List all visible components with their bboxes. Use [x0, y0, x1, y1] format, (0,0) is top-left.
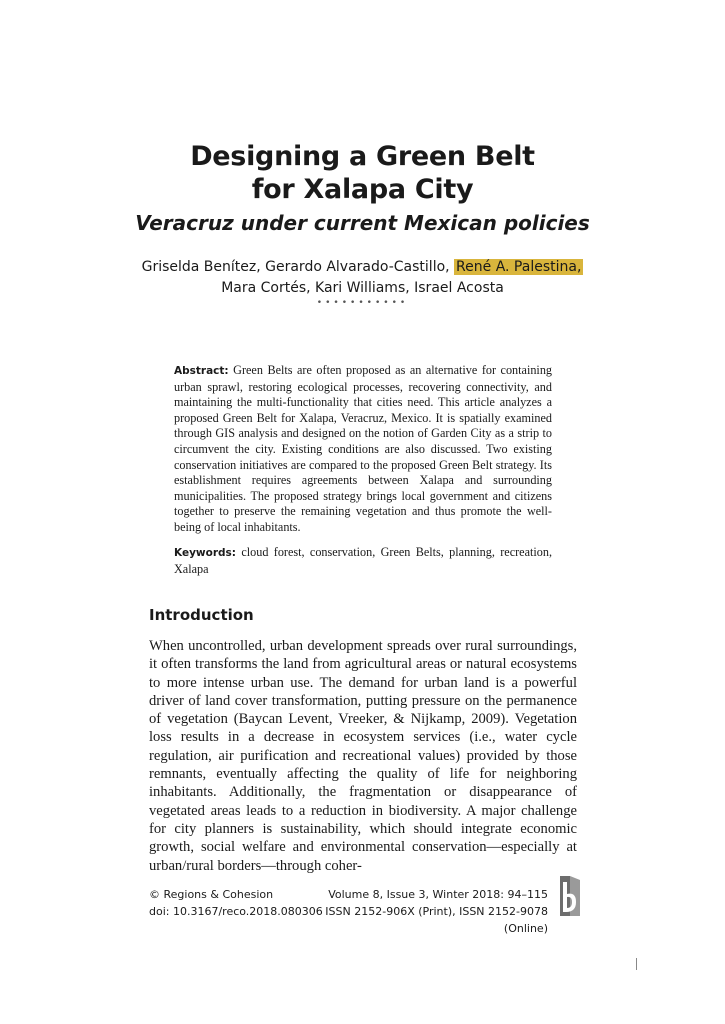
title-line-2: for Xalapa City [251, 174, 474, 205]
keywords [174, 545, 552, 577]
abstract-label: Abstract: [174, 365, 229, 377]
introduction-heading: Introduction [149, 606, 254, 624]
author-line-1 [0, 257, 725, 278]
title-line-1: Designing a Green Belt [190, 141, 535, 172]
footer-doi: doi: 10.3167/reco.2018.080306 [149, 905, 323, 918]
keywords-text: cloud forest, conservation, Green Belts, planning, recreation, Xalapa [174, 545, 552, 576]
page-marker [636, 958, 637, 970]
footer-left [149, 886, 323, 920]
keywords-label: Keywords: [174, 547, 236, 559]
author-line-2: Mara Cortés, Kari Williams, Israel Acosta [221, 280, 504, 296]
author-list [0, 257, 725, 299]
article-subtitle: Veracruz under current Mexican policies [135, 211, 590, 235]
abstract-text: Green Belts are often proposed as an alternative for containing urban sprawl, restoring ecological processes, recovering connectivity, and maintaining the multi-functionality that cities need. This article analyzes a proposed Green Belt for Xalapa, Veracruz, Mexico. It is spatially examined through GIS analysis and designed on the notion of Garden City as a strip to circumvent the city. Existing conditions are also discussed. Two existing conservation initiatives are compared to the proposed Green Belt strategy. Its establishment requires agreements between Xalapa and surrounding municipalities. The proposed strategy brings local government and citizens together to preserve the remaining vegetation and thus promote the well-being of local inhabitants. [174, 363, 553, 534]
abstract [174, 363, 552, 536]
footer-right [300, 886, 548, 937]
footer-issn: ISSN 2152-906X (Print), ISSN 2152-9078 (Online) [325, 905, 548, 935]
highlighted-author: René A. Palestina, [456, 259, 582, 275]
introduction-paragraph: When uncontrolled, urban development spreads over rural surroundings, it often transforms the land from agricultural areas or natural ecosystems to more intense urban use. The demand for urban land is a powerful driver of land cover transformation, putting pressure on the permanence of vegetation (Baycan Levent, Vreeker, & Nijkamp, 2009). Vegetation loss results in a decrease in ecosystem services (i.e., water cycle regulation, air purification and recreational values) provided by those remnants, eventually affecting the quality of life for neighboring inhabitants. Additionally, the fragmentation or disappearance of vegetated areas leads to a reduction in biodiversity. A major challenge for city planners is sustainability, which should integrate economic growth, social welfare and environmental conservation—especially at urban/rural borders—through coher- [149, 638, 577, 874]
introduction-body [149, 637, 577, 875]
journal-logo-icon [552, 876, 580, 916]
footer-copyright: © Regions & Cohesion [149, 888, 274, 901]
authors-before-highlight: Griselda Benítez, Gerardo Alvarado-Castillo, [141, 259, 450, 275]
footer-volume: Volume 8, Issue 3, Winter 2018: 94–115 [328, 888, 548, 901]
section-separator: ••••••••••• [316, 298, 409, 308]
article-title [0, 140, 725, 206]
